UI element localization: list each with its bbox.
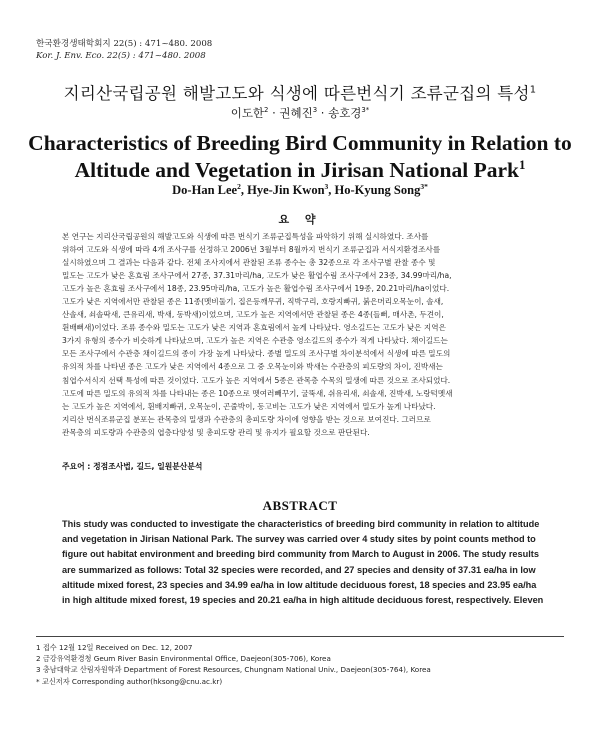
english-title-line-2-wrap	[0, 157, 600, 184]
author-ko-3: 송호경	[328, 106, 362, 120]
author-ko-1-affil: 2	[264, 106, 269, 115]
footnote-divider	[36, 636, 564, 637]
korean-abstract-line: 밀도는 고도가 낮은 혼효림 조사구에서 27종, 37.31마리/ha, 고도가 낮은 활엽수림 조사구에서 23종, 34.99마리/ha,	[62, 271, 452, 281]
korean-title-text: 지리산국립공원 해발고도와 식생에 따른번식기 조류군집의 특성	[63, 84, 530, 103]
korean-abstract-body	[62, 230, 550, 439]
journal-header	[36, 38, 212, 62]
footnote-item: 1 접수 12월 12일 Received on Dec. 12, 2007	[36, 643, 193, 652]
korean-abstract-line: 고도에 따른 밀도의 유의적 차를 나타내는 종은 10종으로 멧여러빼꾸기, 굴뚝새, 쉬유리새, 쇠솔새, 진박새, 노랑턱멧새	[62, 388, 453, 398]
korean-abstract-line: 산솔새, 쇠솔딱새, 큰유리새, 박새, 동박새)이었으며, 고도가 높은 지역에서만 관찰된 종은 4종(들뻐, 매사촌, 두견이,	[62, 310, 444, 320]
footnote-item: * 교신저자 Corresponding author(hksong@cnu.ac.kr)	[36, 676, 223, 686]
english-abstract-body	[62, 517, 552, 608]
korean-keywords: 주요어 : 정점조사법, 길드, 일원분산분석	[62, 462, 203, 471]
korean-abstract-heading: 요 약	[278, 213, 322, 226]
korean-abstract-line: 본 연구는 지리산국립공원의 해발고도와 식생에 따른 번식기 조류군집특성을 파악하기 위해 실시하였다. 조사를	[62, 232, 429, 241]
author-ko-3-affil: 3*	[361, 106, 370, 115]
footnote-item: 3 충남대학교 산림자원학과 Department of Forest Resources, Chungnam National Univ., Daejeon(305-764), Korea	[36, 665, 431, 675]
author-ko-2-affil: 3	[312, 106, 318, 115]
korean-abstract-line: 모든 조사구에서 수관층 채이길드의 종이 가장 높게 나타났다. 종별 밀도의 조사구별 차이분석에서 식생에 따른 밀도의	[62, 349, 451, 359]
journal-citation-ko: 한국환경생태학회지 22(5) : 471~480. 2008	[36, 39, 213, 49]
author-ko-2: 권혜진	[279, 106, 313, 120]
footnotes	[36, 642, 431, 687]
korean-authors	[0, 105, 600, 121]
korean-abstract-line: 고도가 높은 혼효림 조사구에서 18종, 23.95마리/ha, 고도가 높은 활엽수림 조사구에서 19종, 20.21마리/ha이었다.	[62, 284, 450, 294]
english-title-line-1: Characteristics of Breeding Bird Community in Relation to	[28, 131, 572, 155]
english-abstract-line: and vegetation in Jirisan National Park. The survey was carried over 4 study sites by point counts method to	[62, 534, 536, 545]
journal-citation-en: Kor. J. Env. Eco. 22(5) : 471~480. 2008	[36, 51, 206, 61]
english-abstract-line: figure out habitat environment and breeding bird community from March to August in 2006. The study results	[62, 549, 539, 560]
author-en-2-affil: 3	[324, 181, 329, 191]
korean-abstract-line: 3가지 유형의 종수가 비슷하게 나타났으며, 고도가 높은 지역은 수관층 영소길드의 종수가 적게 나타났다. 채이길드는	[62, 336, 448, 346]
author-en-2: Hye-Jin Kwon	[247, 183, 325, 197]
english-abstract-heading: ABSTRACT	[262, 498, 338, 513]
english-title-footnote-mark: 1	[518, 157, 526, 172]
author-en-1-affil: 2	[237, 181, 241, 191]
korean-abstract-line: 는 고도가 높은 지역에서, 휜배지빠귀, 오목눈이, 곤줄박이, 동고비는 고도가 낮은 지역에서 밀도가 높게 나타났다.	[62, 401, 436, 411]
korean-title-footnote-mark: 1	[529, 84, 537, 96]
footnote-item: 2 금강유역환경청 Geum River Basin Environmental Office, Daejeon(305-706), Korea	[36, 654, 331, 664]
korean-abstract-line: 유의적 차를 나타낸 종은 고도가 낮은 지역에서 4종으로 그 중 오목눈이와 박새는 수관층의 피도량의 차이, 진박새는	[62, 362, 443, 372]
english-abstract-line: are summarized as follows: Total 32 species were recorded, and 27 species and density of 37.31 ea/ha in low	[62, 564, 536, 575]
english-abstract-line: altitude mixed forest, 23 species and 34.99 ea/ha in low altitude deciduous forest, 18 species and 23.95 ea/ha	[62, 579, 537, 590]
author-separator: ·	[317, 106, 329, 120]
korean-abstract-line: 실시하였으며 그 결과는 다음과 같다. 전체 조사지에서 관찰된 조류 종수는 총 32종으로 각 조사구별 관찰 종수 및	[62, 258, 436, 268]
author-ko-1: 이도한	[230, 106, 265, 120]
author-en-1: Do-Han Lee	[172, 183, 238, 197]
author-en-3-affil: 3*	[420, 181, 428, 191]
korean-title	[0, 80, 600, 104]
korean-abstract-line: 침엽수서식지 선택 특성에 따른 것이었다. 고도가 높은 지역에서 5종은 관목층 수목의 밀생에 따른 것으로 조사되었다.	[62, 375, 451, 385]
korean-abstract-line: 지리산 번식조류군집 분포는 관목층의 밀생과 수관층의 총피도량 차이에 영향을 받는 것으로 보여진다. 그러므로	[62, 414, 431, 424]
english-title	[0, 130, 600, 184]
english-authors: Do-Han Lee$^2$, Hye-Jin Kwon$^3$, Ho-Kyung Song$^{3*}$	[172, 181, 428, 197]
english-abstract-line: in high altitude mixed forest, 19 species and 20.21 ea/ha in high altitude deciduous forest, respectively. Eleven	[62, 595, 544, 606]
english-title-line-2: Altitude and Vegetation in Jirisan National Park	[74, 158, 519, 182]
english-abstract-line: This study was conducted to investigate the characteristics of breeding bird community in relation to altitude	[62, 519, 540, 529]
korean-abstract-line: 고도가 낮은 지역에서만 관찰된 종은 11종(멧비둘기, 집은등깨무귀, 직박구리, 호랑지빠귀, 붉은머리오목눈이, 솔새,	[62, 297, 444, 307]
korean-abstract-line: 위하여 고도와 식생에 따라 4개 조사구를 선정하고 2006년 3월부터 8월까지 번식기 조류군집과 서식지환경조사를	[62, 245, 441, 255]
author-separator: ·	[268, 106, 280, 120]
korean-abstract-line: 휜배뻐새)이었다. 조류 종수와 밀도는 고도가 낮은 지역과 혼효림에서 높게 나타났다. 영소길드는 고도가 낮은 지역은	[62, 323, 446, 333]
author-en-3: Ho-Kyung Song	[334, 183, 421, 197]
korean-abstract-line: 관목층의 피도량과 수관층의 엽층다양성 및 총피도량 관리 및 유지가 필요할 것으로 판단된다.	[62, 427, 370, 437]
